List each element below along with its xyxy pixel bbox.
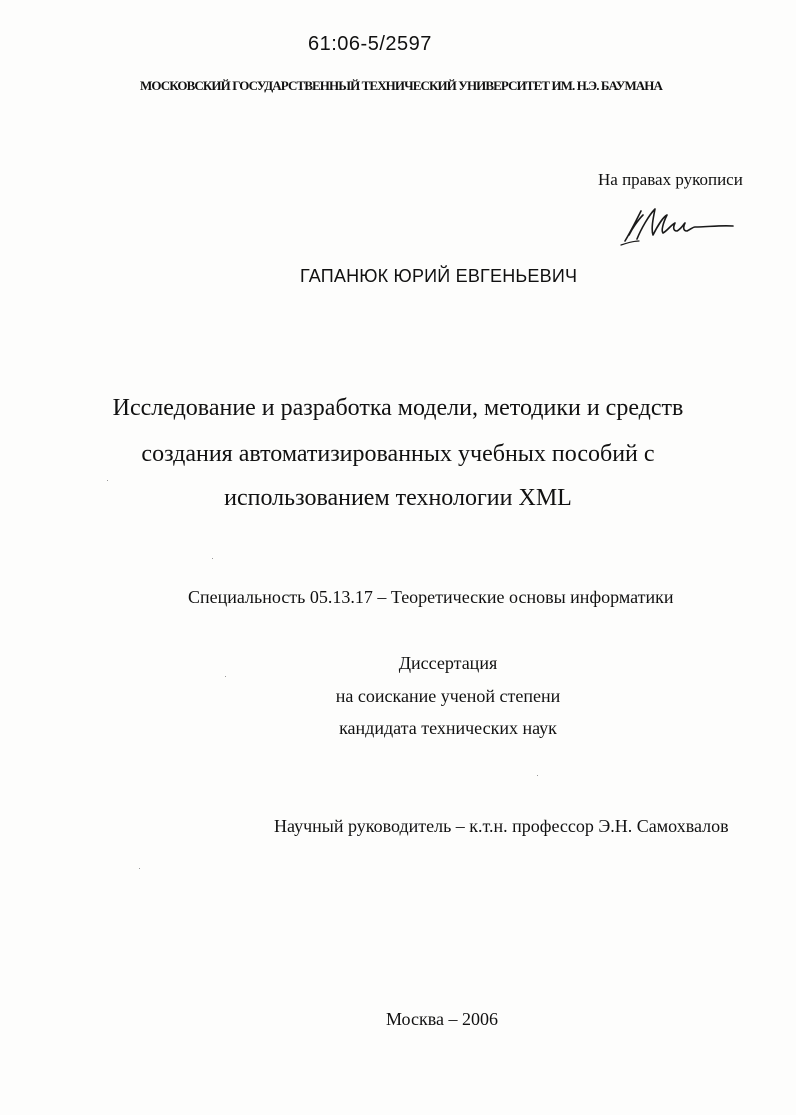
- title-line: использованием технологии XML: [224, 485, 572, 511]
- author-name: ГАПАНЮК ЮРИЙ ЕВГЕНЬЕВИЧ: [300, 266, 578, 286]
- author-signature: [617, 205, 735, 249]
- dissertation-line: кандидата технических наук: [339, 718, 557, 738]
- scan-speck: [139, 868, 140, 869]
- supervisor: Научный руководитель – к.т.н. профессор Э.Н. Самохвалов: [274, 816, 729, 836]
- university-name: МОСКОВСКИЙ ГОСУДАРСТВЕННЫЙ ТЕХНИЧЕСКИЙ УНИВЕРСИТЕТ ИМ. Н.Э. БАУМАНА: [140, 78, 662, 93]
- catalog-code: 61:06-5/2597: [308, 33, 432, 55]
- dissertation-line: Диссертация: [398, 653, 498, 673]
- title-line: Исследование и разработка модели, методики и средств: [112, 395, 684, 421]
- dissertation-line: на соискание ученой степени: [335, 686, 561, 706]
- scan-speck: [107, 480, 108, 481]
- rights-notice: На правах рукописи: [598, 170, 743, 189]
- title-line: создания автоматизированных учебных пособий с: [141, 441, 655, 467]
- scan-speck: [212, 558, 213, 559]
- specialty: Специальность 05.13.17 – Теоретические основы информатики: [188, 587, 674, 607]
- scan-speck: [537, 775, 538, 776]
- scan-speck: [225, 676, 226, 677]
- city-year: Москва – 2006: [386, 1009, 498, 1029]
